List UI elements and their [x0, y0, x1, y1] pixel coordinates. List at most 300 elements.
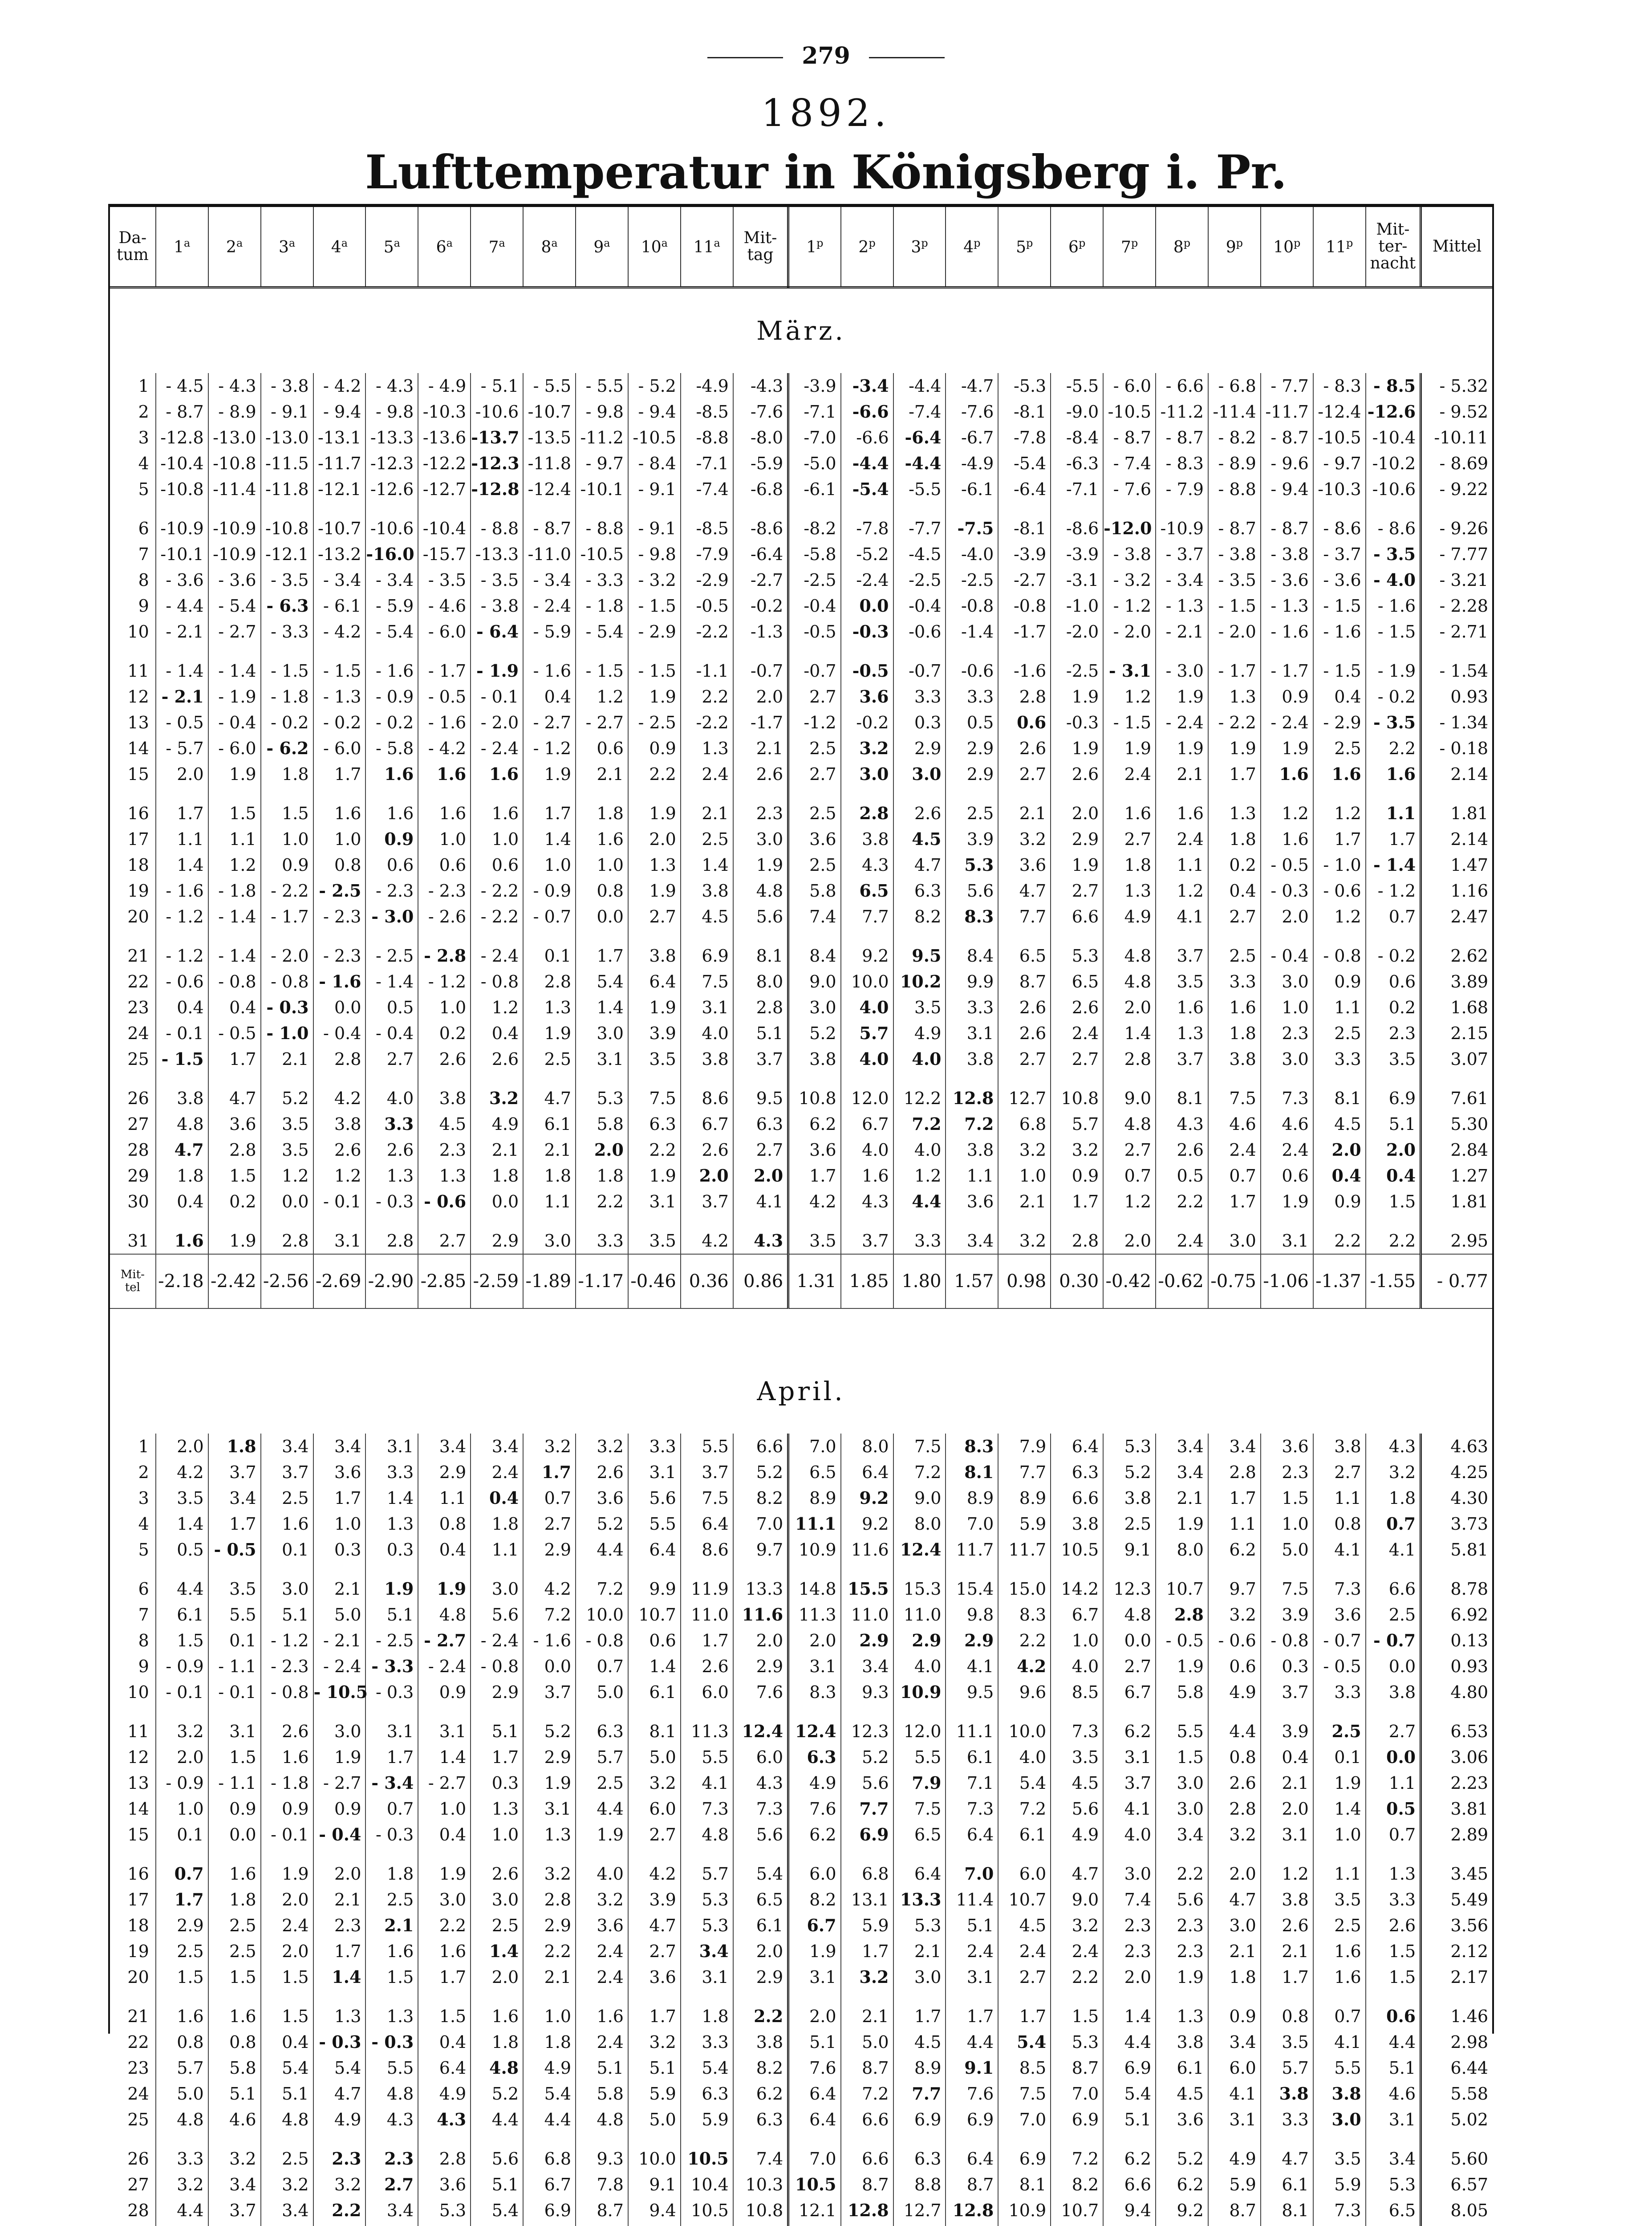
header-hour-3p: 3$^p$	[893, 207, 946, 288]
temperature-cell: 3.5	[1366, 1046, 1421, 1072]
temperature-cell: 3.1	[788, 1964, 841, 1990]
temperature-cell: 0.2	[418, 1020, 471, 1046]
temperature-cell: 2.3	[365, 2133, 418, 2172]
temperature-cell: 7.5	[893, 1796, 946, 1822]
temperature-cell: -7.5	[946, 502, 998, 541]
temperature-cell: 3.8	[418, 1072, 471, 1111]
temperature-cell: 0.6	[1366, 969, 1421, 995]
temperature-cell: 2.3	[1103, 1938, 1156, 1964]
temperature-cell: 9.2	[841, 1511, 893, 1537]
day-cell: 17	[110, 1887, 156, 1913]
temperature-cell: - 1.5	[576, 645, 628, 684]
temperature-cell: 2.1	[681, 787, 733, 826]
temperature-cell: 7.6	[733, 1679, 788, 1705]
temperature-cell: 0.7	[365, 1796, 418, 1822]
temperature-cell: 2.6	[1051, 995, 1103, 1020]
temperature-cell: - 6.3	[261, 593, 313, 619]
temperature-cell: 1.4	[576, 995, 628, 1020]
temperature-cell: - 3.5	[418, 567, 471, 593]
header-noon: Mit- tag	[733, 207, 788, 288]
table-row	[110, 476, 1492, 502]
temperature-cell: 6.4	[628, 969, 681, 995]
temperature-cell: -11.0	[523, 541, 576, 567]
temperature-cell: - 0.8	[1313, 930, 1366, 969]
temperature-cell: 2.2	[998, 1628, 1051, 1653]
temperature-cell: 1.9	[365, 1563, 418, 1602]
temperature-cell: 3.1	[946, 1964, 998, 1990]
temperature-cell: 7.5	[1261, 1563, 1313, 1602]
table-row	[110, 2107, 1492, 2133]
day-cell: 6	[110, 502, 156, 541]
temperature-cell	[733, 2223, 788, 2226]
temperature-cell: - 5.9	[365, 593, 418, 619]
temperature-cell: 0.9	[1051, 1163, 1103, 1189]
temperature-cell: 2.1	[1261, 1938, 1313, 1964]
temperature-cell: -13.1	[313, 425, 366, 451]
temperature-cell: -12.7	[418, 476, 471, 502]
day-cell: 24	[110, 1020, 156, 1046]
temperature-cell: 2.0	[156, 1434, 208, 1459]
temperature-cell: 1.7	[788, 1163, 841, 1189]
day-cell: 16	[110, 1848, 156, 1887]
temperature-cell: 3.1	[681, 1964, 733, 1990]
temperature-cell: -6.6	[841, 425, 893, 451]
temperature-cell: 0.6	[418, 852, 471, 878]
temperature-cell: -11.5	[261, 451, 313, 476]
header-hour-11p: 11$^p$	[1313, 207, 1366, 288]
day-cell: 11	[110, 1705, 156, 1744]
daily-mean-cell: 0.13	[1421, 1628, 1492, 1653]
temperature-cell: - 7.4	[1103, 451, 1156, 476]
temperature-cell: 2.9	[523, 1537, 576, 1563]
temperature-cell: -8.5	[681, 502, 733, 541]
temperature-cell: - 3.5	[1208, 567, 1261, 593]
temperature-cell: - 4.0	[1366, 567, 1421, 593]
temperature-cell: 3.3	[893, 1215, 946, 1254]
temperature-cell: 1.5	[208, 1163, 261, 1189]
temperature-cell: -0.7	[893, 645, 946, 684]
temperature-cell: 3.1	[576, 1046, 628, 1072]
temperature-cell: 1.8	[471, 2029, 523, 2055]
temperature-cell: 3.0	[733, 826, 788, 852]
temperature-cell: 2.3	[733, 787, 788, 826]
header-hour-4p: 4$^p$	[946, 207, 998, 288]
temperature-cell: 9.7	[1208, 1563, 1261, 1602]
temperature-cell: - 3.7	[1156, 541, 1208, 567]
temperature-cell: - 1.2	[156, 930, 208, 969]
temperature-cell: 3.2	[1051, 1137, 1103, 1163]
temperature-cell: - 0.8	[261, 1679, 313, 1705]
temperature-cell: 2.3	[313, 2133, 366, 2172]
table-row	[110, 2081, 1492, 2107]
temperature-cell: 1.3	[628, 852, 681, 878]
temperature-cell: 8.0	[841, 1434, 893, 1459]
temperature-cell: 5.5	[681, 1434, 733, 1459]
temperature-cell: 3.4	[1156, 1434, 1208, 1459]
temperature-cell: 9.0	[1051, 1887, 1103, 1913]
table-row	[110, 1796, 1492, 1822]
table-row	[110, 451, 1492, 476]
day-cell: 25	[110, 2107, 156, 2133]
temperature-cell: 3.8	[841, 826, 893, 852]
temperature-cell: -7.1	[1051, 476, 1103, 502]
temperature-cell: 2.5	[1313, 1705, 1366, 1744]
temperature-cell: 1.5	[156, 1964, 208, 1990]
temperature-cell: -8.0	[733, 425, 788, 451]
temperature-cell: 9.0	[788, 969, 841, 995]
temperature-cell: 2.6	[998, 1020, 1051, 1046]
temperature-cell: 1.5	[208, 1744, 261, 1770]
temperature-cell: - 4.2	[313, 373, 366, 399]
temperature-cell: 1.4	[156, 1511, 208, 1537]
header-datum: Da- tum	[110, 207, 156, 288]
temperature-cell: -2.5	[788, 567, 841, 593]
temperature-cell: 5.3	[1051, 2029, 1103, 2055]
temperature-cell: 0.7	[1313, 1990, 1366, 2029]
temperature-cell: 5.3	[681, 1913, 733, 1938]
temperature-cell: 2.4	[946, 1938, 998, 1964]
temperature-cell: - 0.1	[471, 684, 523, 710]
temperature-cell: 0.9	[1313, 969, 1366, 995]
temperature-cell: 0.5	[156, 1537, 208, 1563]
temperature-cell: - 2.1	[156, 684, 208, 710]
temperature-cell: 4.0	[681, 1020, 733, 1046]
table-row	[110, 619, 1492, 645]
table-row	[110, 1744, 1492, 1770]
temperature-cell: -0.5	[681, 593, 733, 619]
temperature-cell: 4.7	[1051, 1848, 1103, 1887]
temperature-cell: - 1.6	[156, 878, 208, 904]
temperature-cell: 1.9	[1261, 735, 1313, 761]
temperature-cell: - 8.3	[1313, 373, 1366, 399]
temperature-cell: 3.8	[628, 930, 681, 969]
temperature-cell: 3.1	[313, 1215, 366, 1254]
temperature-cell: 3.6	[576, 1485, 628, 1511]
temperature-cell: 6.2	[1208, 1537, 1261, 1563]
daily-mean-cell: 1.68	[1421, 995, 1492, 1020]
temperature-cell: 4.9	[893, 1020, 946, 1046]
temperature-cell: 0.2	[208, 1189, 261, 1215]
temperature-cell: 5.6	[1051, 1796, 1103, 1822]
temperature-cell: -2.7	[998, 567, 1051, 593]
temperature-cell: 7.5	[628, 1072, 681, 1111]
temperature-cell: 5.3	[576, 1072, 628, 1111]
temperature-cell: 2.1	[523, 1137, 576, 1163]
table-row	[110, 2055, 1492, 2081]
temperature-cell: 4.7	[208, 1072, 261, 1111]
temperature-cell: -0.5	[841, 645, 893, 684]
temperature-cell: -11.7	[1261, 399, 1313, 425]
temperature-cell: 2.1	[313, 1887, 366, 1913]
temperature-cell: -2.9	[681, 567, 733, 593]
day-cell: 4	[110, 1511, 156, 1537]
temperature-cell: - 2.5	[628, 710, 681, 735]
temperature-cell: - 7.6	[1103, 476, 1156, 502]
temperature-cell: 1.0	[1051, 1628, 1103, 1653]
temperature-cell: 6.9	[998, 2133, 1051, 2172]
temperature-cell: 7.1	[946, 1770, 998, 1796]
temperature-cell: - 1.2	[523, 735, 576, 761]
temperature-cell: 3.4	[841, 1653, 893, 1679]
temperature-cell: 3.1	[1261, 1215, 1313, 1254]
temperature-cell: 1.6	[1156, 787, 1208, 826]
temperature-cell: 12.0	[841, 1072, 893, 1111]
temperature-cell: 4.7	[156, 1137, 208, 1163]
temperature-cell: - 0.6	[1313, 878, 1366, 904]
temperature-cell: 8.0	[733, 969, 788, 995]
temperature-cell: - 1.5	[628, 645, 681, 684]
daily-mean-cell: 2.62	[1421, 930, 1492, 969]
temperature-cell: 6.3	[628, 1111, 681, 1137]
temperature-cell: 5.6	[733, 904, 788, 930]
temperature-cell: 6.1	[1156, 2055, 1208, 2081]
temperature-cell: 0.8	[1261, 1990, 1313, 2029]
temperature-cell: 8.7	[1051, 2055, 1103, 2081]
temperature-cell: - 3.2	[628, 567, 681, 593]
temperature-cell: 9.8	[946, 1602, 998, 1628]
temperature-cell: 2.2	[1156, 1848, 1208, 1887]
temperature-cell: 3.8	[156, 1072, 208, 1111]
day-cell: 2	[110, 1459, 156, 1485]
temperature-cell: 1.3	[1366, 1848, 1421, 1887]
monthly-mean-cell: 0.36	[681, 1254, 733, 1308]
temperature-cell: 3.9	[628, 1020, 681, 1046]
temperature-cell: 3.1	[628, 1189, 681, 1215]
temperature-cell: 6.0	[998, 1848, 1051, 1887]
temperature-cell: 1.0	[261, 826, 313, 852]
temperature-cell: 2.4	[1156, 1215, 1208, 1254]
temperature-cell: 7.0	[946, 1511, 998, 1537]
temperature-cell: 5.2	[1103, 1459, 1156, 1485]
temperature-cell: 5.7	[156, 2055, 208, 2081]
temperature-cell: - 2.2	[261, 878, 313, 904]
temperature-cell: 1.5	[1261, 1485, 1313, 1511]
temperature-cell: 7.7	[841, 904, 893, 930]
temperature-cell: 1.1	[1366, 1770, 1421, 1796]
temperature-cell: 0.8	[576, 878, 628, 904]
temperature-cell: 5.0	[628, 2107, 681, 2133]
temperature-cell: - 4.6	[418, 593, 471, 619]
temperature-cell: 1.6	[156, 1215, 208, 1254]
daily-mean-cell: 2.47	[1421, 904, 1492, 930]
temperature-cell: 1.8	[576, 1163, 628, 1189]
daily-mean-cell: 8.78	[1421, 1563, 1492, 1602]
temperature-cell: 7.2	[893, 1111, 946, 1137]
table-row	[110, 1511, 1492, 1537]
temperature-cell: 3.6	[313, 1459, 366, 1485]
temperature-cell	[208, 2223, 261, 2226]
temperature-cell: 1.7	[998, 1990, 1051, 2029]
temperature-cell: 1.7	[471, 1744, 523, 1770]
temperature-cell: 2.0	[576, 1137, 628, 1163]
temperature-cell: 1.2	[576, 684, 628, 710]
day-cell: 9	[110, 593, 156, 619]
temperature-cell: 3.7	[681, 1459, 733, 1485]
temperature-cell: - 2.2	[1208, 710, 1261, 735]
temperature-cell: 1.8	[681, 1990, 733, 2029]
table-row	[110, 2029, 1492, 2055]
temperature-cell: 4.4	[576, 1796, 628, 1822]
temperature-cell: - 5.7	[156, 735, 208, 761]
temperature-cell: 2.3	[1366, 1020, 1421, 1046]
temperature-cell: 5.7	[1051, 1111, 1103, 1137]
monthly-mean-cell: -1.37	[1313, 1254, 1366, 1308]
temperature-cell: 10.7	[1051, 2198, 1103, 2223]
temperature-cell: 2.5	[208, 1938, 261, 1964]
temperature-cell: 6.3	[733, 2107, 788, 2133]
temperature-cell: - 0.3	[365, 1679, 418, 1705]
monthly-mean-cell: 1.57	[946, 1254, 998, 1308]
temperature-cell: - 2.8	[418, 930, 471, 969]
temperature-cell: - 5.5	[576, 373, 628, 399]
temperature-cell: -12.8	[156, 425, 208, 451]
temperature-cell: 8.9	[998, 1485, 1051, 1511]
temperature-cell: 6.2	[733, 2081, 788, 2107]
temperature-cell: 2.9	[893, 1628, 946, 1653]
temperature-cell: 2.9	[1051, 826, 1103, 852]
temperature-cell: - 2.3	[313, 904, 366, 930]
temperature-cell: -7.0	[788, 425, 841, 451]
temperature-cell: 8.1	[946, 1459, 998, 1485]
temperature-cell: 3.2	[1208, 1822, 1261, 1848]
temperature-cell: - 0.5	[1313, 1653, 1366, 1679]
temperature-cell: 3.1	[1103, 1744, 1156, 1770]
temperature-cell: 6.0	[733, 1744, 788, 1770]
temperature-cell: - 8.7	[1103, 425, 1156, 451]
day-cell: 18	[110, 852, 156, 878]
temperature-cell: - 9.1	[628, 476, 681, 502]
temperature-cell: 8.0	[1156, 1537, 1208, 1563]
temperature-cell: 0.0	[576, 904, 628, 930]
temperature-cell: 2.5	[1313, 1020, 1366, 1046]
temperature-cell: 2.4	[1261, 1137, 1313, 1163]
temperature-cell: 9.6	[998, 1679, 1051, 1705]
temperature-cell: 0.5	[1156, 1163, 1208, 1189]
temperature-cell: 2.6	[471, 1848, 523, 1887]
temperature-cell: 2.3	[1261, 1459, 1313, 1485]
page-number-text: 279	[802, 42, 850, 69]
temperature-cell	[841, 2223, 893, 2226]
temperature-cell: - 1.8	[261, 1770, 313, 1796]
temperature-cell: 14.8	[788, 1563, 841, 1602]
temperature-cell: 11.4	[946, 1887, 998, 1913]
temperature-cell: 5.3	[946, 852, 998, 878]
temperature-cell: -12.0	[1103, 502, 1156, 541]
daily-mean-cell: 1.81	[1421, 1189, 1492, 1215]
temperature-cell: - 0.5	[418, 684, 471, 710]
temperature-cell: - 0.8	[471, 1653, 523, 1679]
temperature-cell: 8.1	[998, 2172, 1051, 2198]
monthly-mean-cell: -2.59	[471, 1254, 523, 1308]
temperature-cell: 1.7	[313, 761, 366, 787]
temperature-cell	[998, 2223, 1051, 2226]
temperature-cell: -12.4	[523, 476, 576, 502]
temperature-cell: 7.7	[998, 904, 1051, 930]
temperature-cell: 1.5	[1366, 1938, 1421, 1964]
temperature-cell: 3.2	[523, 1434, 576, 1459]
temperature-cell: 2.3	[418, 1137, 471, 1163]
daily-mean-cell: 6.53	[1421, 1705, 1492, 1744]
temperature-cell: 3.3	[1261, 2107, 1313, 2133]
temperature-cell: 1.4	[628, 1653, 681, 1679]
day-cell: 23	[110, 2055, 156, 2081]
temperature-cell: - 9.1	[261, 399, 313, 425]
temperature-cell: -10.6	[1366, 476, 1421, 502]
temperature-cell: 3.1	[628, 1459, 681, 1485]
daily-mean-cell: 6.92	[1421, 1602, 1492, 1628]
temperature-cell: 7.2	[998, 1796, 1051, 1822]
temperature-cell: 1.7	[208, 1046, 261, 1072]
temperature-cell: -4.0	[946, 541, 998, 567]
temperature-cell: -5.5	[1051, 373, 1103, 399]
temperature-cell: 7.3	[1051, 1705, 1103, 1744]
temperature-cell: 4.7	[1261, 2133, 1313, 2172]
temperature-cell: 11.7	[998, 1537, 1051, 1563]
temperature-cell: 1.5	[1156, 1744, 1208, 1770]
temperature-cell: 1.7	[523, 1459, 576, 1485]
header-hour-10p: 10$^p$	[1261, 207, 1313, 288]
day-cell: 12	[110, 684, 156, 710]
temperature-cell: 2.2	[1156, 1189, 1208, 1215]
temperature-cell: - 3.4	[365, 1770, 418, 1796]
temperature-cell: 6.2	[1103, 1705, 1156, 1744]
temperature-cell: -13.0	[208, 425, 261, 451]
temperature-cell: -10.9	[1156, 502, 1208, 541]
temperature-cell: - 0.1	[261, 1822, 313, 1848]
temperature-cell: - 0.9	[365, 684, 418, 710]
temperature-cell: 8.2	[733, 1485, 788, 1511]
temperature-cell: 5.4	[523, 2081, 576, 2107]
temperature-cell: - 1.3	[1156, 593, 1208, 619]
temperature-cell: - 0.9	[523, 878, 576, 904]
temperature-cell: 3.9	[628, 1887, 681, 1913]
temperature-cell: 11.0	[841, 1602, 893, 1628]
temperature-cell: 3.2	[841, 735, 893, 761]
temperature-cell: - 2.1	[156, 619, 208, 645]
temperature-cell: 2.9	[418, 1459, 471, 1485]
temperature-cell: 6.4	[1051, 1434, 1103, 1459]
temperature-cell: -12.8	[471, 476, 523, 502]
temperature-cell	[1156, 2223, 1208, 2226]
temperature-cell: - 7.7	[1261, 373, 1313, 399]
temperature-cell: 8.9	[788, 1485, 841, 1511]
temperature-cell: 12.7	[893, 2198, 946, 2223]
temperature-cell: - 5.8	[365, 735, 418, 761]
temperature-cell: 9.2	[1156, 2198, 1208, 2223]
temperature-cell: 3.0	[1208, 1913, 1261, 1938]
temperature-cell: 6.4	[681, 1511, 733, 1537]
temperature-cell: 0.0	[523, 1653, 576, 1679]
temperature-cell: -10.5	[628, 425, 681, 451]
temperature-cell: 9.0	[893, 1485, 946, 1511]
temperature-cell: 3.2	[1366, 1459, 1421, 1485]
temperature-cell: 3.4	[1208, 1434, 1261, 1459]
temperature-cell: 0.8	[1313, 1511, 1366, 1537]
temperature-cell: 4.4	[156, 2198, 208, 2223]
temperature-cell: 1.5	[1051, 1990, 1103, 2029]
temperature-cell: - 1.7	[1208, 645, 1261, 684]
temperature-cell: -10.4	[1366, 425, 1421, 451]
temperature-cell: 2.4	[576, 1938, 628, 1964]
table-row	[110, 373, 1492, 399]
temperature-cell: -2.5	[1051, 645, 1103, 684]
temperature-cell: - 1.9	[208, 684, 261, 710]
temperature-cell: 1.3	[365, 1511, 418, 1537]
temperature-cell: - 0.1	[313, 1189, 366, 1215]
temperature-cell: 0.6	[1366, 1990, 1421, 2029]
temperature-cell: - 1.6	[1261, 619, 1313, 645]
temperature-cell: 4.3	[733, 1770, 788, 1796]
